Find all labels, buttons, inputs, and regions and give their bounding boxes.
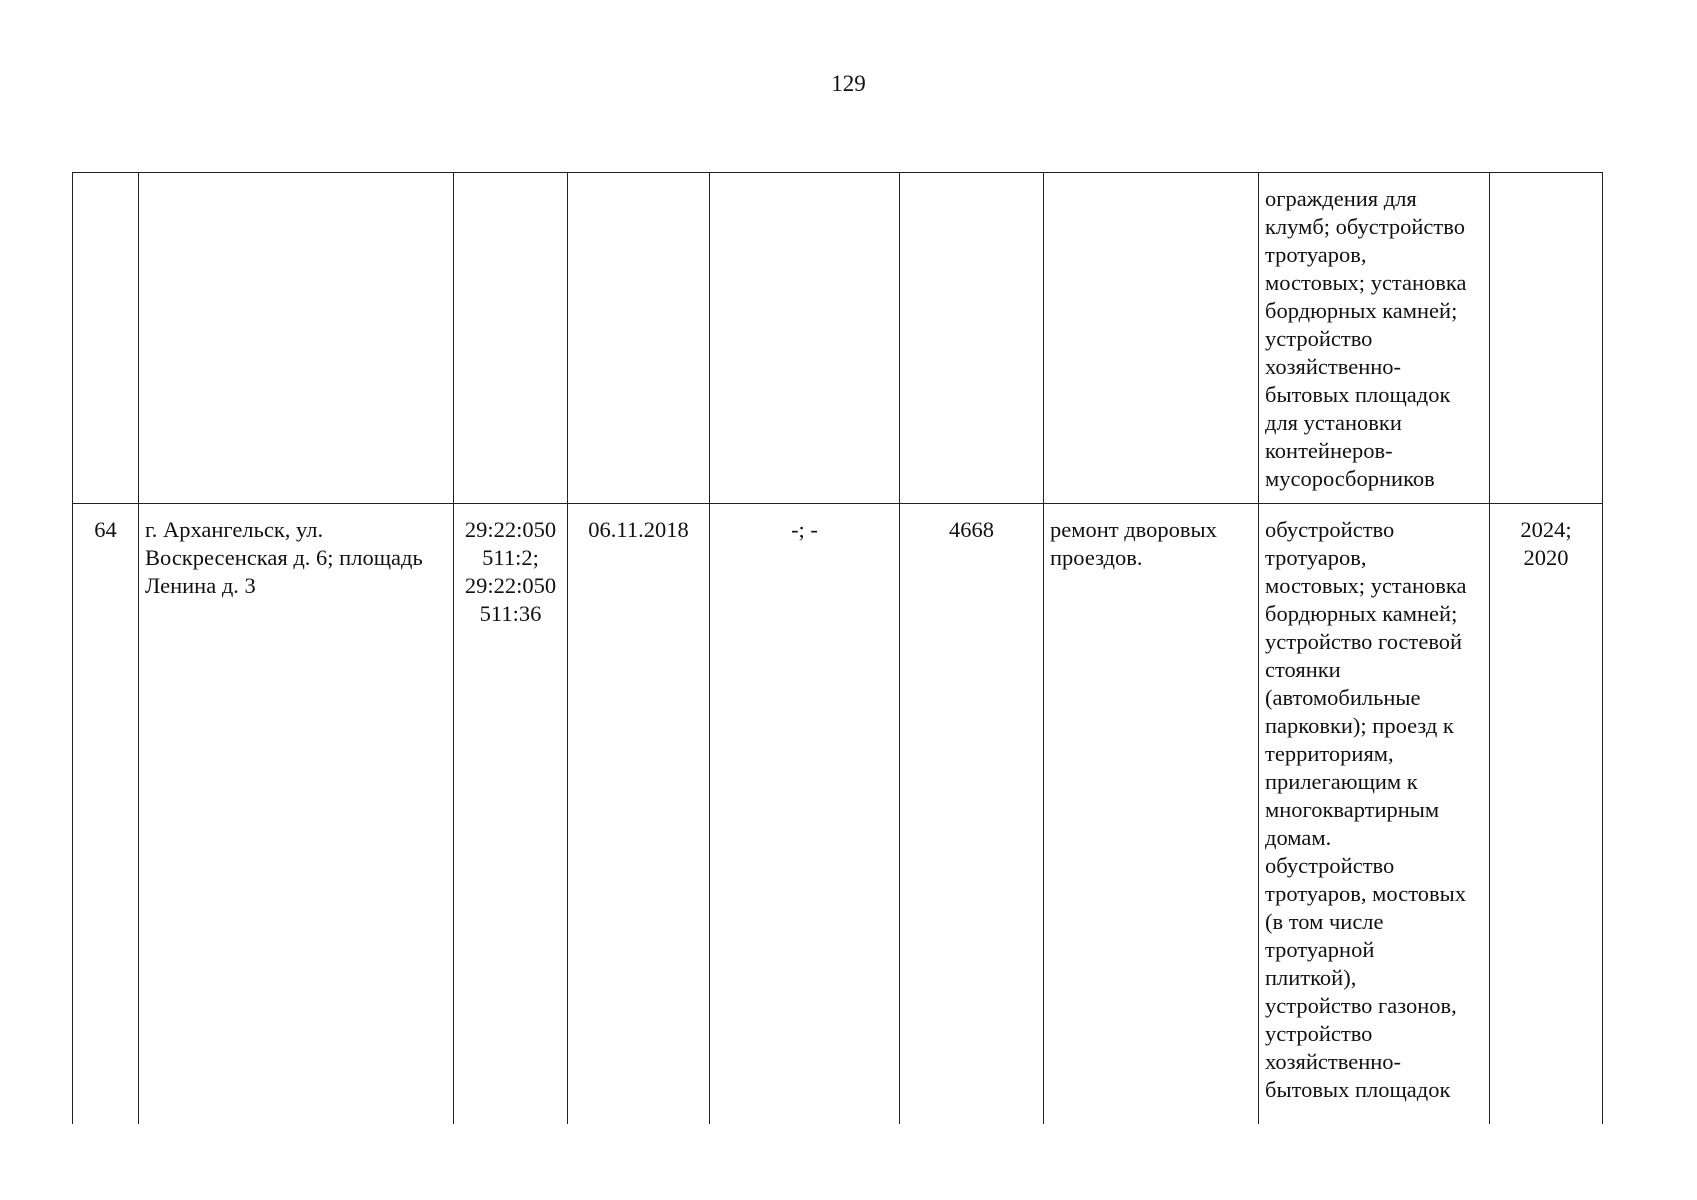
improvement-table bbox=[72, 172, 1603, 1124]
work-type-cell bbox=[1044, 173, 1259, 504]
cadastral-number-cell: 29:22:050 511:2; 29:22:050 511:36 bbox=[454, 504, 568, 1125]
date-cell bbox=[568, 173, 710, 504]
year-cell bbox=[1490, 173, 1603, 504]
page-number: 129 bbox=[831, 71, 866, 96]
table-row bbox=[73, 173, 1603, 504]
works-list-cell: обустройство тротуаров, мостовых; установка бордюрных камней; устройство гостевой стоянки (автомобильные парковки); проезд к территориям, прилегающим к многоквартирным домам. обустройство тротуаров, мостовых (в том числе тротуарной плиткой), устройство газонов, устройство хозяйственно- бытовых площадок bbox=[1259, 504, 1490, 1125]
address-cell bbox=[139, 173, 454, 504]
year-cell: 2024; 2020 bbox=[1490, 504, 1603, 1125]
row-number-cell: 64 bbox=[73, 504, 139, 1125]
works-list-cell: ограждения для клумб; обустройство тротуаров, мостовых; установка бордюрных камней; устройство хозяйственно- бытовых площадок для установки контейнеров- мусоросборников bbox=[1259, 173, 1490, 504]
area-cell: 4668 bbox=[900, 504, 1044, 1125]
cadastral-number-cell bbox=[454, 173, 568, 504]
work-type-cell: ремонт дворовых проездов. bbox=[1044, 504, 1259, 1125]
table-row bbox=[73, 504, 1603, 1125]
address-cell: г. Архангельск, ул. Воскресенская д. 6; площадь Ленина д. 3 bbox=[139, 504, 454, 1125]
area-cell bbox=[900, 173, 1044, 504]
details-cell bbox=[710, 173, 900, 504]
date-cell: 06.11.2018 bbox=[568, 504, 710, 1125]
row-number-cell bbox=[73, 173, 139, 504]
details-cell: -; - bbox=[710, 504, 900, 1125]
